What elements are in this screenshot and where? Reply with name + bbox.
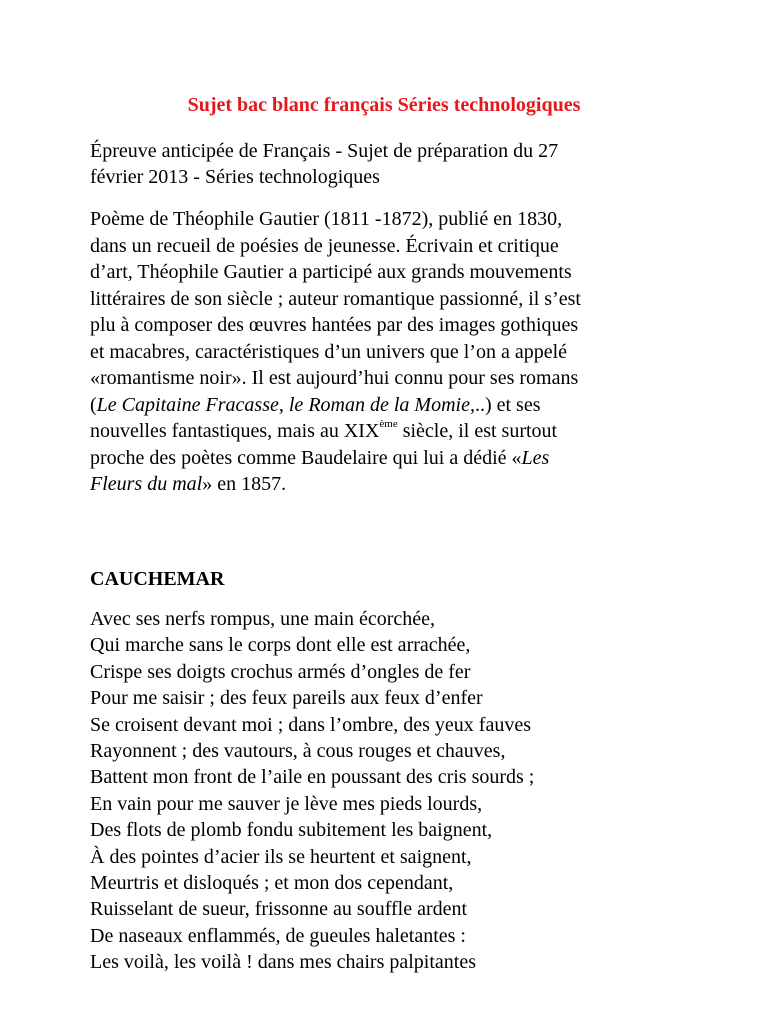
intro-line: dans un recueil de poésies de jeunesse. Écrivain et critique (90, 234, 559, 257)
intro-paragraph (90, 206, 690, 498)
subtitle-line: février 2013 - Séries technologiques (90, 166, 380, 188)
poem-verse: À des pointes d’acier ils se heurtent et saignent, (90, 845, 472, 868)
poem-verse: Les voilà, les voilà ! dans mes chairs palpitantes (90, 951, 477, 974)
book-title-start: Les (521, 446, 550, 469)
poem-verse: De naseaux enflammés, de gueules haletantes : (90, 924, 466, 947)
intro-line: littéraires de son siècle ; auteur romantique passionné, il s’est (90, 287, 581, 310)
poem-verse: En vain pour me sauver je lève mes pieds lourds, (90, 792, 483, 815)
text-fragment: ..) et ses (474, 393, 541, 416)
exam-subtitle (90, 138, 690, 190)
intro-line: et macabres, caractéristiques d’un univers que l’on a appelé (90, 340, 568, 363)
document-title: Sujet bac blanc français Séries technologiques (187, 94, 581, 116)
poem-verse: Qui marche sans le corps dont elle est arrachée, (90, 634, 471, 657)
poem-verse: Ruisselant de sueur, frissonne au souffle ardent (90, 898, 468, 921)
intro-line: Poème de Théophile Gautier (1811 -1872), publié en 1830, (90, 208, 563, 230)
intro-line: d’art, Théophile Gautier a participé aux grands mouvements (90, 261, 572, 283)
poem-verse: Avec ses nerfs rompus, une main écorchée, (90, 608, 436, 630)
poem-title: CAUCHEMAR (90, 568, 225, 590)
poem-verse: Pour me saisir ; des feux pareils aux feux d’enfer (90, 687, 483, 710)
poem-verse: Des flots de plomb fondu subitement les baignent, (90, 819, 493, 842)
intro-line (90, 445, 690, 472)
intro-line (90, 418, 690, 445)
intro-line (90, 471, 690, 498)
text-fragment: ( (90, 393, 97, 416)
text-fragment: nouvelles fantastiques, mais au XIX (90, 420, 380, 442)
text-fragment: proche des poètes comme Baudelaire qui lui a dédié « (90, 446, 522, 469)
poem-verse: Se croisent devant moi ; dans l’ombre, des yeux fauves (90, 713, 531, 736)
poem-verse: Battent mon front de l’aile en poussant des cris sourds ; (90, 766, 535, 789)
intro-line (90, 392, 690, 419)
intro-line: plu à composer des œuvres hantées par des images gothiques (90, 314, 579, 336)
poem-body (90, 606, 710, 976)
novel-titles: Le Capitaine Fracasse, le Roman de la Momie, (96, 393, 475, 416)
text-fragment: » en 1857. (202, 473, 287, 495)
poem-verse: Rayonnent ; des vautours, à cous rouges et chauves, (90, 740, 506, 763)
century-superscript: ème (379, 418, 398, 431)
subtitle-line: Épreuve anticipée de Français - Sujet de préparation du 27 (90, 140, 559, 162)
poem-verse: Crispe ses doigts crochus armés d’ongles de fer (90, 660, 471, 683)
intro-line: «romantisme noir». Il est aujourd’hui connu pour ses romans (90, 367, 579, 389)
poem-verse: Meurtris et disloqués ; et mon dos cependant, (90, 872, 454, 895)
book-title-end: Fleurs du mal (90, 473, 203, 495)
text-fragment: siècle, il est surtout (397, 420, 558, 442)
